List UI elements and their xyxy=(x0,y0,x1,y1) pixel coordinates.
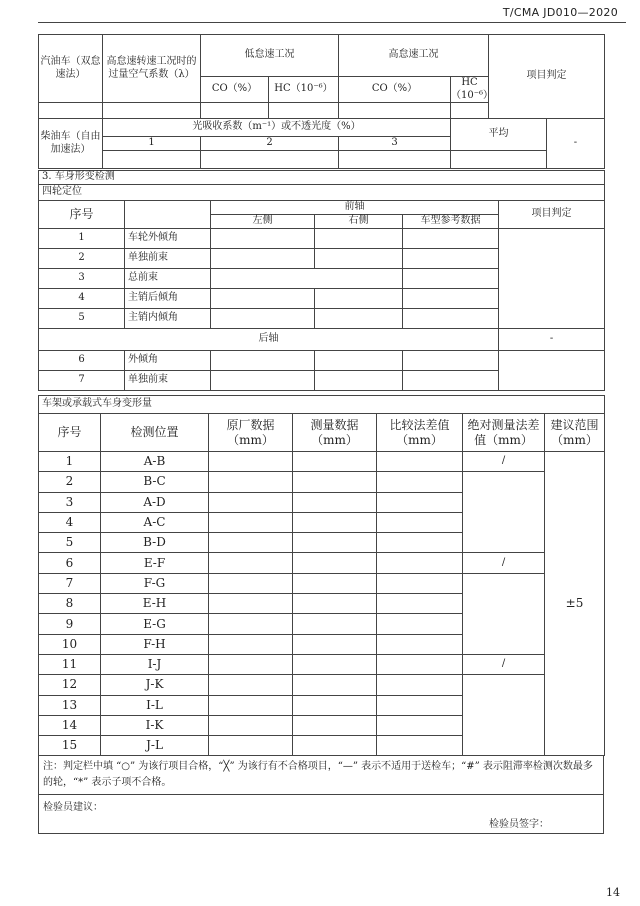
row-position: I-K xyxy=(101,715,209,735)
row-position: I-L xyxy=(101,695,209,715)
frame-col-factory: 原厂数据（mm） xyxy=(209,414,293,452)
table-row: 2 单独前束 xyxy=(39,248,605,268)
diesel-vehicle-label: 柴油车（自由加速法） xyxy=(39,119,103,169)
row-number: 3 xyxy=(39,492,101,512)
row-number: 8 xyxy=(39,594,101,614)
row-position: E-H xyxy=(101,594,209,614)
row-number: 6 xyxy=(39,553,101,573)
table-row xyxy=(39,472,605,492)
inspector-sign-label: 检验员签字： xyxy=(489,819,549,830)
rear-judgement-value: - xyxy=(499,328,605,350)
high-hc-unit: HC（10⁻⁶） xyxy=(451,77,494,101)
note-box xyxy=(38,756,604,834)
row-position: J-L xyxy=(101,736,209,756)
header-rule xyxy=(38,22,626,23)
row-number: 7 xyxy=(39,573,101,593)
row-position: J-K xyxy=(101,675,209,695)
diesel-coef-label: 光吸收系数（m⁻¹）或不透光度（%） xyxy=(103,119,451,137)
diesel-avg-label: 平均 xyxy=(451,119,547,151)
page-number: 14 xyxy=(606,886,620,899)
row-position: B-D xyxy=(101,533,209,553)
row-number: 10 xyxy=(39,634,101,654)
body-section-title: 3. 车身形变检测 xyxy=(39,171,605,185)
row-number: 13 xyxy=(39,695,101,715)
frame-col-measured: 测量数据（mm） xyxy=(293,414,377,452)
row-number: 2 xyxy=(39,472,101,492)
row-position: I-J xyxy=(101,654,209,674)
table-row xyxy=(39,573,605,593)
row-position: A-B xyxy=(101,452,209,472)
table-row: 3 总前束 xyxy=(39,268,605,288)
diesel-col-2: 2 xyxy=(201,137,339,151)
alignment-table xyxy=(38,170,605,391)
gas-vehicle-label: 汽油车（双怠速法） xyxy=(39,35,103,103)
front-axle-header: 前轴 xyxy=(211,200,499,214)
frame-col-absolute: 绝对测量法差值（mm） xyxy=(463,414,545,452)
row-number: 14 xyxy=(39,715,101,735)
table-row xyxy=(39,654,605,674)
row-number: 9 xyxy=(39,614,101,634)
table-row: 6 外倾角 xyxy=(39,350,605,370)
table-row: 7 单独前束 xyxy=(39,370,605,390)
row-number: 5 xyxy=(39,533,101,553)
low-co-unit: CO（%） xyxy=(201,77,269,103)
row-number: 15 xyxy=(39,736,101,756)
suggested-range-value: ±5 xyxy=(545,452,605,756)
low-idle-header: 低怠速工况 xyxy=(201,35,339,77)
table-row xyxy=(39,452,605,472)
frame-col-position: 检测位置 xyxy=(101,414,209,452)
high-co-unit: CO（%） xyxy=(339,77,451,103)
table-row: 5 主销内倾角 xyxy=(39,308,605,328)
frame-title: 车架或承载式车身变形量 xyxy=(39,396,605,414)
diesel-col-3: 3 xyxy=(339,137,451,151)
row-number: 4 xyxy=(39,512,101,532)
low-hc-unit: HC（10⁻⁶） xyxy=(269,77,339,103)
table-row xyxy=(39,553,605,573)
gas-judgement-header: 项目判定 xyxy=(489,35,605,119)
document-code: T/CMA JD010—2020 xyxy=(502,6,618,19)
row-position: A-D xyxy=(101,492,209,512)
row-position: E-F xyxy=(101,553,209,573)
row-position: E-G xyxy=(101,614,209,634)
alignment-judgement-header: 项目判定 xyxy=(499,200,605,228)
lambda-label: 高怠速转速工况时的过量空气系数（λ） xyxy=(103,35,201,103)
table-row: 4 主销后倾角 xyxy=(39,288,605,308)
absolute-diff-cell: / xyxy=(463,553,545,573)
inspector-advice-label: 检验员建议： xyxy=(43,802,103,813)
row-position: B-C xyxy=(101,472,209,492)
table-row xyxy=(39,675,605,695)
row-number: 12 xyxy=(39,675,101,695)
frame-col-comparison: 比较法差值（mm） xyxy=(377,414,463,452)
left-side-header: 左侧 xyxy=(211,214,315,228)
table-row: 1 车轮外倾角 xyxy=(39,228,605,248)
right-side-header: 右侧 xyxy=(315,214,403,228)
row-number: 11 xyxy=(39,654,101,674)
row-number: 1 xyxy=(39,452,101,472)
emission-table xyxy=(38,34,605,169)
alignment-col-no: 序号 xyxy=(39,200,125,228)
legend-note: 注：判定栏中填 “○” 为该行项目合格，“╳” 为该行有不合格项目，“—” 表示不适用于送检车；“#” 表示阻滞率检测次数最多的轮，“*” 表示子项不合格。 xyxy=(39,756,603,795)
rear-axle-header: 后轴 xyxy=(39,328,499,350)
frame-col-range: 建议范围（mm） xyxy=(545,414,605,452)
frame-deformation-table xyxy=(38,395,605,756)
row-position: F-G xyxy=(101,573,209,593)
frame-col-no: 序号 xyxy=(39,414,101,452)
high-idle-header: 高怠速工况 xyxy=(339,35,489,77)
absolute-diff-cell: / xyxy=(463,654,545,674)
diesel-col-1: 1 xyxy=(103,137,201,151)
alignment-title: 四轮定位 xyxy=(39,184,605,200)
row-position: F-H xyxy=(101,634,209,654)
absolute-diff-cell: / xyxy=(463,452,545,472)
diesel-judgement-value: - xyxy=(547,119,605,169)
reference-header: 车型参考数据 xyxy=(403,214,499,228)
row-position: A-C xyxy=(101,512,209,532)
